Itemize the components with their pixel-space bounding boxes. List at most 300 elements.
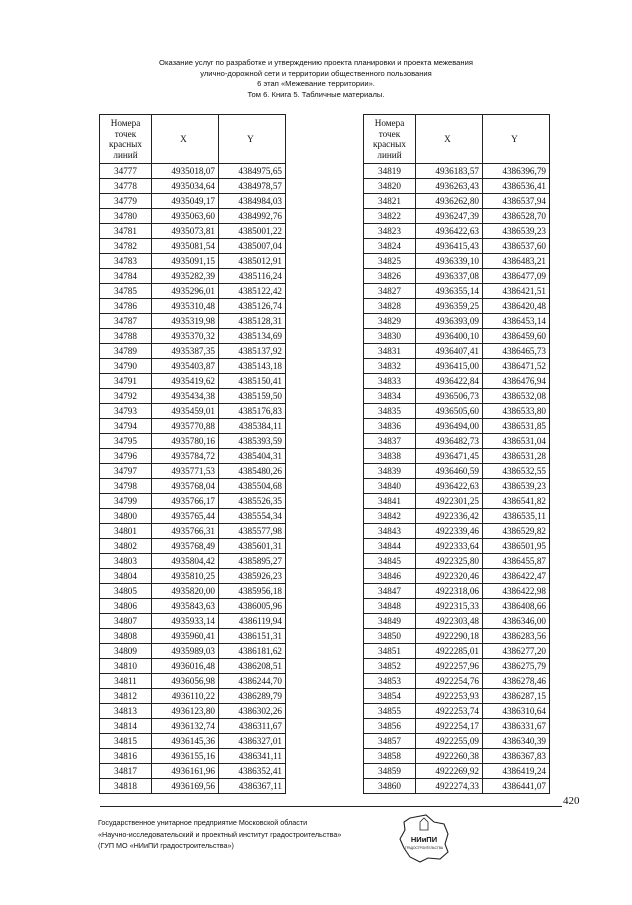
x-coordinate-cell: 4936506,73 xyxy=(416,389,483,404)
x-coordinate-cell: 4922255,09 xyxy=(416,734,483,749)
point-number-cell: 34827 xyxy=(364,284,416,299)
y-coordinate-cell: 4385480,26 xyxy=(219,464,286,479)
x-coordinate-cell: 4922333,64 xyxy=(416,539,483,554)
x-coordinate-cell: 4935768,04 xyxy=(152,479,219,494)
y-coordinate-cell: 4386501,95 xyxy=(483,539,550,554)
y-coordinate-cell: 4385143,18 xyxy=(219,359,286,374)
page-number: 420 xyxy=(563,795,580,807)
y-coordinate-cell: 4386302,26 xyxy=(219,704,286,719)
point-number-cell: 34807 xyxy=(100,614,152,629)
y-coordinate-cell: 4386327,01 xyxy=(219,734,286,749)
y-coordinate-cell: 4385159,50 xyxy=(219,389,286,404)
point-number-cell: 34780 xyxy=(100,209,152,224)
tower-icon xyxy=(420,818,428,830)
footer-line-1: Государственное унитарное предприятие Московской области xyxy=(98,818,308,827)
table-row xyxy=(100,674,286,689)
point-number-cell: 34836 xyxy=(364,419,416,434)
table-body-right xyxy=(364,164,550,794)
x-coordinate-cell: 4922290,18 xyxy=(416,629,483,644)
point-number-cell: 34856 xyxy=(364,719,416,734)
point-number-cell: 34792 xyxy=(100,389,152,404)
table-row xyxy=(100,389,286,404)
document-footer xyxy=(98,817,341,852)
y-coordinate-cell: 4386477,09 xyxy=(483,269,550,284)
point-number-cell: 34812 xyxy=(100,689,152,704)
table-row xyxy=(100,254,286,269)
point-number-cell: 34825 xyxy=(364,254,416,269)
table-row xyxy=(364,164,550,179)
x-coordinate-cell: 4936460,59 xyxy=(416,464,483,479)
point-number-cell: 34831 xyxy=(364,344,416,359)
y-coordinate-cell: 4386283,56 xyxy=(483,629,550,644)
x-coordinate-cell: 4936339,10 xyxy=(416,254,483,269)
table-row xyxy=(364,584,550,599)
point-number-cell: 34846 xyxy=(364,569,416,584)
point-number-cell: 34845 xyxy=(364,554,416,569)
table-row xyxy=(100,659,286,674)
table-row xyxy=(100,329,286,344)
y-coordinate-cell: 4386346,00 xyxy=(483,614,550,629)
point-number-cell: 34802 xyxy=(100,539,152,554)
y-coordinate-cell: 4386531,85 xyxy=(483,419,550,434)
y-coordinate-cell: 4385384,11 xyxy=(219,419,286,434)
y-coordinate-cell: 4386422,98 xyxy=(483,584,550,599)
table-row xyxy=(100,434,286,449)
y-coordinate-cell: 4385554,34 xyxy=(219,509,286,524)
y-coordinate-cell: 4385012,91 xyxy=(219,254,286,269)
table-row xyxy=(100,179,286,194)
table-row xyxy=(100,554,286,569)
table-row xyxy=(100,539,286,554)
table-row xyxy=(100,404,286,419)
table-row xyxy=(100,509,286,524)
x-coordinate-cell: 4922257,96 xyxy=(416,659,483,674)
x-coordinate-cell: 4936359,25 xyxy=(416,299,483,314)
x-coordinate-cell: 4922315,33 xyxy=(416,599,483,614)
point-number-cell: 34828 xyxy=(364,299,416,314)
y-coordinate-cell: 4386483,21 xyxy=(483,254,550,269)
y-coordinate-cell: 4386287,15 xyxy=(483,689,550,704)
table-row xyxy=(364,359,550,374)
table-row xyxy=(100,359,286,374)
table-row xyxy=(364,224,550,239)
table-row xyxy=(364,674,550,689)
x-coordinate-cell: 4935820,00 xyxy=(152,584,219,599)
x-coordinate-cell: 4922253,93 xyxy=(416,689,483,704)
table-row xyxy=(100,689,286,704)
y-coordinate-cell: 4386422,47 xyxy=(483,569,550,584)
x-coordinate-cell: 4935766,17 xyxy=(152,494,219,509)
header-line-3: 6 этап «Межевание территории». xyxy=(257,79,375,89)
y-coordinate-cell: 4386537,94 xyxy=(483,194,550,209)
y-coordinate-cell: 4386408,66 xyxy=(483,599,550,614)
y-coordinate-cell: 4385116,24 xyxy=(219,269,286,284)
table-row xyxy=(364,299,550,314)
logo-subtext: ГРАДОСТРОИТЕЛЬСТВА xyxy=(405,846,443,850)
x-coordinate-cell: 4922269,92 xyxy=(416,764,483,779)
table-row xyxy=(100,314,286,329)
point-number-cell: 34835 xyxy=(364,404,416,419)
y-coordinate-cell: 4386421,51 xyxy=(483,284,550,299)
footer-line-3: (ГУП МО «НИиПИ градостроительства») xyxy=(98,841,234,851)
x-coordinate-cell: 4935049,17 xyxy=(152,194,219,209)
y-coordinate-cell: 4386529,82 xyxy=(483,524,550,539)
header-line-4: Том 6. Книга 5. Табличные материалы. xyxy=(247,89,385,99)
table-row xyxy=(364,659,550,674)
point-number-cell: 34850 xyxy=(364,629,416,644)
point-number-cell: 34857 xyxy=(364,734,416,749)
x-coordinate-cell: 4935034,64 xyxy=(152,179,219,194)
x-coordinate-cell: 4922253,74 xyxy=(416,704,483,719)
table-row xyxy=(100,284,286,299)
x-coordinate-cell: 4936422,63 xyxy=(416,224,483,239)
y-coordinate-cell: 4386476,94 xyxy=(483,374,550,389)
y-coordinate-cell: 4386537,60 xyxy=(483,239,550,254)
table-row xyxy=(364,734,550,749)
y-coordinate-cell: 4386310,64 xyxy=(483,704,550,719)
table-row xyxy=(100,449,286,464)
y-coordinate-cell: 4385128,31 xyxy=(219,314,286,329)
point-number-cell: 34806 xyxy=(100,599,152,614)
point-number-cell: 34816 xyxy=(100,749,152,764)
point-number-cell: 34783 xyxy=(100,254,152,269)
x-coordinate-cell: 4935018,07 xyxy=(152,164,219,179)
x-coordinate-cell: 4935989,03 xyxy=(152,644,219,659)
x-coordinate-cell: 4935403,87 xyxy=(152,359,219,374)
x-coordinate-cell: 4935765,44 xyxy=(152,509,219,524)
table-row xyxy=(364,779,550,794)
x-coordinate-cell: 4935091,15 xyxy=(152,254,219,269)
point-number-cell: 34779 xyxy=(100,194,152,209)
y-coordinate-cell: 4385176,83 xyxy=(219,404,286,419)
point-number-cell: 34853 xyxy=(364,674,416,689)
table-row xyxy=(100,209,286,224)
x-coordinate-cell: 4936422,84 xyxy=(416,374,483,389)
x-coordinate-cell: 4922254,76 xyxy=(416,674,483,689)
y-coordinate-cell: 4386465,73 xyxy=(483,344,550,359)
table-row xyxy=(100,779,286,794)
x-coordinate-cell: 4922260,38 xyxy=(416,749,483,764)
y-coordinate-cell: 4385150,41 xyxy=(219,374,286,389)
x-coordinate-cell: 4936056,98 xyxy=(152,674,219,689)
y-coordinate-cell: 4385956,18 xyxy=(219,584,286,599)
header-y: Y xyxy=(219,115,286,164)
x-coordinate-cell: 4935073,81 xyxy=(152,224,219,239)
point-number-cell: 34833 xyxy=(364,374,416,389)
point-number-cell: 34796 xyxy=(100,449,152,464)
point-number-cell: 34784 xyxy=(100,269,152,284)
point-number-cell: 34801 xyxy=(100,524,152,539)
y-coordinate-cell: 4386275,79 xyxy=(483,659,550,674)
y-coordinate-cell: 4386331,67 xyxy=(483,719,550,734)
y-coordinate-cell: 4386341,11 xyxy=(219,749,286,764)
table-row xyxy=(364,749,550,764)
x-coordinate-cell: 4922274,33 xyxy=(416,779,483,794)
table-header-row xyxy=(100,115,286,164)
table-row xyxy=(364,404,550,419)
y-coordinate-cell: 4385393,59 xyxy=(219,434,286,449)
point-number-cell: 34777 xyxy=(100,164,152,179)
point-number-cell: 34839 xyxy=(364,464,416,479)
point-number-cell: 34804 xyxy=(100,569,152,584)
y-coordinate-cell: 4384984,03 xyxy=(219,194,286,209)
table-row xyxy=(364,284,550,299)
document-header xyxy=(0,58,632,100)
x-coordinate-cell: 4922320,46 xyxy=(416,569,483,584)
table-row xyxy=(364,329,550,344)
point-number-cell: 34817 xyxy=(100,764,152,779)
y-coordinate-cell: 4386278,46 xyxy=(483,674,550,689)
point-number-cell: 34819 xyxy=(364,164,416,179)
table-row xyxy=(100,479,286,494)
table-row xyxy=(364,194,550,209)
x-coordinate-cell: 4936415,00 xyxy=(416,359,483,374)
y-coordinate-cell: 4386455,87 xyxy=(483,554,550,569)
x-coordinate-cell: 4935780,16 xyxy=(152,434,219,449)
x-coordinate-cell: 4936393,09 xyxy=(416,314,483,329)
table-row xyxy=(100,569,286,584)
point-number-cell: 34786 xyxy=(100,299,152,314)
x-coordinate-cell: 4935282,39 xyxy=(152,269,219,284)
header-point-number: Номера точек красных линий xyxy=(364,115,416,164)
table-row xyxy=(364,614,550,629)
x-coordinate-cell: 4936016,48 xyxy=(152,659,219,674)
point-number-cell: 34785 xyxy=(100,284,152,299)
table-row xyxy=(100,419,286,434)
point-number-cell: 34859 xyxy=(364,764,416,779)
point-number-cell: 34781 xyxy=(100,224,152,239)
table-row xyxy=(100,749,286,764)
x-coordinate-cell: 4936337,08 xyxy=(416,269,483,284)
x-coordinate-cell: 4935960,41 xyxy=(152,629,219,644)
table-row xyxy=(364,644,550,659)
x-coordinate-cell: 4935843,63 xyxy=(152,599,219,614)
table-row xyxy=(100,299,286,314)
point-number-cell: 34860 xyxy=(364,779,416,794)
x-coordinate-cell: 4935387,35 xyxy=(152,344,219,359)
y-coordinate-cell: 4386539,23 xyxy=(483,479,550,494)
y-coordinate-cell: 4385001,22 xyxy=(219,224,286,239)
table-row xyxy=(364,374,550,389)
point-number-cell: 34811 xyxy=(100,674,152,689)
table-row xyxy=(364,239,550,254)
point-number-cell: 34808 xyxy=(100,629,152,644)
y-coordinate-cell: 4386419,24 xyxy=(483,764,550,779)
x-coordinate-cell: 4936355,14 xyxy=(416,284,483,299)
header-x: X xyxy=(416,115,483,164)
footer-divider xyxy=(100,806,562,807)
point-number-cell: 34844 xyxy=(364,539,416,554)
table-row xyxy=(100,344,286,359)
x-coordinate-cell: 4936123,80 xyxy=(152,704,219,719)
x-coordinate-cell: 4935766,31 xyxy=(152,524,219,539)
point-number-cell: 34782 xyxy=(100,239,152,254)
y-coordinate-cell: 4386533,80 xyxy=(483,404,550,419)
table-row xyxy=(364,524,550,539)
point-number-cell: 34854 xyxy=(364,689,416,704)
point-number-cell: 34858 xyxy=(364,749,416,764)
table-row xyxy=(100,494,286,509)
y-coordinate-cell: 4386208,51 xyxy=(219,659,286,674)
y-coordinate-cell: 4384992,76 xyxy=(219,209,286,224)
x-coordinate-cell: 4922325,80 xyxy=(416,554,483,569)
table-row xyxy=(100,584,286,599)
table-row xyxy=(100,644,286,659)
y-coordinate-cell: 4386396,79 xyxy=(483,164,550,179)
header-y: Y xyxy=(483,115,550,164)
point-number-cell: 34855 xyxy=(364,704,416,719)
x-coordinate-cell: 4935459,01 xyxy=(152,404,219,419)
footer-line-2: «Научно-исследовательский и проектный институт градостроительства» xyxy=(98,829,342,839)
x-coordinate-cell: 4935770,88 xyxy=(152,419,219,434)
y-coordinate-cell: 4386244,70 xyxy=(219,674,286,689)
x-coordinate-cell: 4935063,60 xyxy=(152,209,219,224)
table-row xyxy=(100,269,286,284)
y-coordinate-cell: 4386541,82 xyxy=(483,494,550,509)
y-coordinate-cell: 4386471,52 xyxy=(483,359,550,374)
x-coordinate-cell: 4922285,01 xyxy=(416,644,483,659)
point-number-cell: 34842 xyxy=(364,509,416,524)
point-number-cell: 34843 xyxy=(364,524,416,539)
x-coordinate-cell: 4936415,43 xyxy=(416,239,483,254)
x-coordinate-cell: 4935804,42 xyxy=(152,554,219,569)
x-coordinate-cell: 4935933,14 xyxy=(152,614,219,629)
y-coordinate-cell: 4385526,35 xyxy=(219,494,286,509)
point-number-cell: 34791 xyxy=(100,374,152,389)
x-coordinate-cell: 4935434,38 xyxy=(152,389,219,404)
niipi-logo xyxy=(396,812,452,864)
point-number-cell: 34841 xyxy=(364,494,416,509)
x-coordinate-cell: 4936247,39 xyxy=(416,209,483,224)
table-header-row xyxy=(364,115,550,164)
point-number-cell: 34809 xyxy=(100,644,152,659)
y-coordinate-cell: 4384975,65 xyxy=(219,164,286,179)
table-row xyxy=(100,629,286,644)
y-coordinate-cell: 4386459,60 xyxy=(483,329,550,344)
y-coordinate-cell: 4386289,79 xyxy=(219,689,286,704)
table-row xyxy=(364,509,550,524)
table-row xyxy=(100,224,286,239)
table-row xyxy=(100,464,286,479)
y-coordinate-cell: 4386367,11 xyxy=(219,779,286,794)
x-coordinate-cell: 4936471,45 xyxy=(416,449,483,464)
point-number-cell: 34790 xyxy=(100,359,152,374)
point-number-cell: 34793 xyxy=(100,404,152,419)
point-number-cell: 34821 xyxy=(364,194,416,209)
y-coordinate-cell: 4386536,41 xyxy=(483,179,550,194)
point-number-cell: 34820 xyxy=(364,179,416,194)
table-row xyxy=(364,434,550,449)
table-row xyxy=(100,239,286,254)
table-row xyxy=(100,704,286,719)
y-coordinate-cell: 4384978,57 xyxy=(219,179,286,194)
point-number-cell: 34789 xyxy=(100,344,152,359)
x-coordinate-cell: 4936169,56 xyxy=(152,779,219,794)
y-coordinate-cell: 4386367,83 xyxy=(483,749,550,764)
x-coordinate-cell: 4935310,48 xyxy=(152,299,219,314)
table-row xyxy=(364,689,550,704)
x-coordinate-cell: 4922254,17 xyxy=(416,719,483,734)
point-number-cell: 34795 xyxy=(100,434,152,449)
point-number-cell: 34798 xyxy=(100,479,152,494)
table-row xyxy=(100,194,286,209)
table-row xyxy=(364,479,550,494)
table-row xyxy=(100,614,286,629)
x-coordinate-cell: 4936422,63 xyxy=(416,479,483,494)
y-coordinate-cell: 4385895,27 xyxy=(219,554,286,569)
table-row xyxy=(364,269,550,284)
x-coordinate-cell: 4936263,43 xyxy=(416,179,483,194)
table-row xyxy=(364,554,550,569)
table-row xyxy=(100,764,286,779)
point-number-cell: 34814 xyxy=(100,719,152,734)
x-coordinate-cell: 4936262,80 xyxy=(416,194,483,209)
x-coordinate-cell: 4922339,46 xyxy=(416,524,483,539)
point-number-cell: 34826 xyxy=(364,269,416,284)
table-row xyxy=(364,704,550,719)
table-row xyxy=(364,764,550,779)
y-coordinate-cell: 4386119,94 xyxy=(219,614,286,629)
point-number-cell: 34815 xyxy=(100,734,152,749)
table-row xyxy=(364,419,550,434)
point-number-cell: 34778 xyxy=(100,179,152,194)
table-row xyxy=(364,254,550,269)
x-coordinate-cell: 4935784,72 xyxy=(152,449,219,464)
point-number-cell: 34824 xyxy=(364,239,416,254)
header-line-1: Оказание услуг по разработке и утверждению проекта планировки и проекта межевания xyxy=(159,58,473,67)
point-number-cell: 34834 xyxy=(364,389,416,404)
y-coordinate-cell: 4385007,04 xyxy=(219,239,286,254)
table-row xyxy=(364,569,550,584)
point-number-cell: 34788 xyxy=(100,329,152,344)
y-coordinate-cell: 4386005,96 xyxy=(219,599,286,614)
x-coordinate-cell: 4935081,54 xyxy=(152,239,219,254)
y-coordinate-cell: 4386531,04 xyxy=(483,434,550,449)
logo-text: НИиПИ xyxy=(410,835,438,844)
y-coordinate-cell: 4386535,11 xyxy=(483,509,550,524)
x-coordinate-cell: 4936494,00 xyxy=(416,419,483,434)
table-row xyxy=(364,179,550,194)
table-row xyxy=(100,164,286,179)
y-coordinate-cell: 4385926,23 xyxy=(219,569,286,584)
point-number-cell: 34794 xyxy=(100,419,152,434)
x-coordinate-cell: 4922301,25 xyxy=(416,494,483,509)
point-number-cell: 34797 xyxy=(100,464,152,479)
x-coordinate-cell: 4935419,62 xyxy=(152,374,219,389)
point-number-cell: 34829 xyxy=(364,314,416,329)
y-coordinate-cell: 4386532,55 xyxy=(483,464,550,479)
point-number-cell: 34822 xyxy=(364,209,416,224)
table-row xyxy=(100,719,286,734)
table-row xyxy=(100,374,286,389)
table-body-left xyxy=(100,164,286,794)
point-number-cell: 34787 xyxy=(100,314,152,329)
table-row xyxy=(100,599,286,614)
y-coordinate-cell: 4385404,31 xyxy=(219,449,286,464)
header-point-number: Номера точек красных линий xyxy=(100,115,152,164)
y-coordinate-cell: 4386352,41 xyxy=(219,764,286,779)
point-number-cell: 34800 xyxy=(100,509,152,524)
table-row xyxy=(364,464,550,479)
x-coordinate-cell: 4935319,98 xyxy=(152,314,219,329)
table-row xyxy=(364,209,550,224)
point-number-cell: 34799 xyxy=(100,494,152,509)
point-number-cell: 34830 xyxy=(364,329,416,344)
y-coordinate-cell: 4386453,14 xyxy=(483,314,550,329)
header-x: X xyxy=(152,115,219,164)
x-coordinate-cell: 4936132,74 xyxy=(152,719,219,734)
point-number-cell: 34852 xyxy=(364,659,416,674)
